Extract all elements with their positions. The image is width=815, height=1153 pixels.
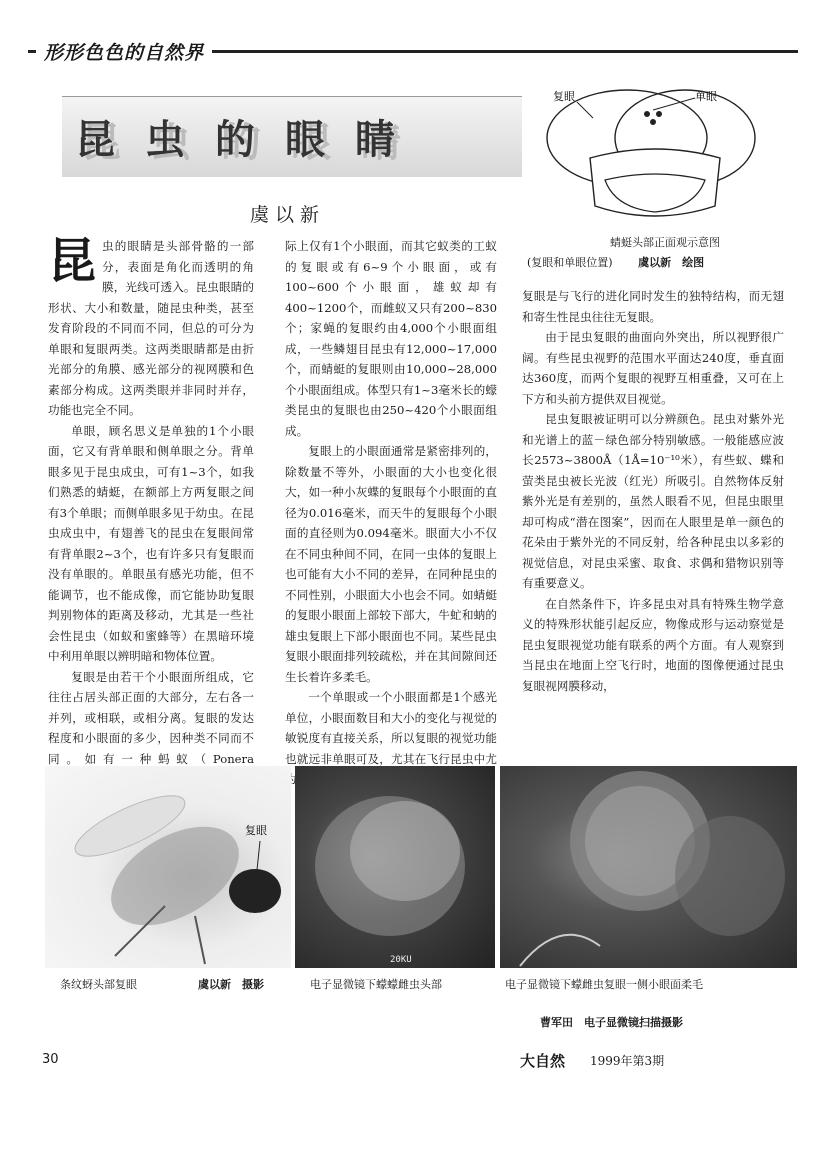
photo-caption-3: 电子显微镜下蠓雌虫复眼一侧小眼面柔毛 [505,978,703,991]
paragraph: 在自然条件下，许多昆虫对具有特殊生物学意义的特殊形状能引起反应，物像成形与运动察觉是昆虫复眼视觉功能有联系的两个方面。有人观察到当昆虫在地面上空飞行时，地面的图像便通过昆虫复眼视网膜移动， [522,596,784,693]
section-label: 形形色色的自然界 [36,38,212,65]
paragraph: 一个单眼或一个小眼面都是1个感光单位，小眼面数目和大小的变化与视觉的敏锐度有直接关系，所以复眼的视觉功能也就远非单眼可及，尤其在飞行昆虫中尤 [285,690,497,766]
drop-cap: 昆 [48,233,97,289]
sem-head-illustration [295,766,495,968]
photo-caption-1: 条纹蚜头部复眼 [60,978,137,991]
author: 虞以新 [250,204,326,226]
sem-eye-illustration [500,766,797,968]
aphid-illustration [45,766,291,968]
dragonfly-head-diagram [535,88,775,228]
magazine-name: 大自然 [520,1052,566,1070]
photo-sem-head [295,766,495,968]
paragraph: 复眼上的小眼面通常是紧密排列的，除数量不等外，小眼面的大小也变化很大，如一种小灰蝶的复眼每个小眼面的直径为0.016毫米，而天牛的复眼每个小眼面的直径则为0.094毫米。眼面大小不仅在不同虫种间不同，在同一虫体的复眼上也可能有大小不同的差异，在同种昆虫的不同性别，小眼面大小也会不同。如蜻蜓的复眼小眼面上部较下部大，牛虻和蚋的雄虫复眼上下部小眼面也不同。某些昆虫复眼小眼面排列较疏松，并在其间隙间还生长着许多柔毛。 [285,444,497,684]
photo-sem-compound-eye [500,766,797,968]
diagram-ocellus [656,111,662,117]
diagram-caption: 蜻蜓头部正面观示意图 [610,236,720,249]
diagram-credit: 虞以新 绘图 [638,256,705,269]
photo-credit-1: 虞以新 摄影 [198,978,264,991]
paragraph-text: 虫的眼睛是头部骨骼的一部分，表面是角化而透明的角膜，光线可透入。昆虫眼睛的形状、大小和数量，随昆虫种类，甚至发育阶段的不同而不同，但总的可分为单眼和复眼两类。这两类眼睛都是由折光部分的角膜、感光部分的视网膜和色素部分构成。这两类眼并非同时并存，功能也完全不同。 [48,239,254,417]
paragraph: 复眼是由若干个小眼面所组成，它往往占居头部正面的大部分，左右各一并列，或相联，或相分离。复眼的发达程度和小眼面的多少，因种类不同而不同。如有一种蚂蚁（Ponera [48,669,254,766]
photo-label-compound-eye: 复眼 [245,824,267,837]
paragraph: 昆虫复眼被证明可以分辨颜色。昆虫对紫外光和光谱上的蓝－绿色部分特别敏感。一般能感应波长2573~3800Å（1Å=10⁻¹⁰米），有些蚁、蝶和萤类昆虫被长光波（红光）所吸引。自然物体反射紫外光是有差别的，虽然人眼看不见，但昆虫眼里却可构成“潜在图案”，因而在人眼里是单一颜色的花朵由于紫外光的不同反射，给各种昆虫以多彩的视觉信息，对昆虫采蜜、取食、求偶和猎物识别等有重要意义。 [522,412,784,590]
paragraph: 由于昆虫复眼的曲面向外突出，所以视野很广阔。有些昆虫视野的范围水平面达240度，垂直面达360度，而两个复眼的视野互相重叠，又可在上下方和头前方提供双目视觉。 [522,330,784,406]
photo-aphid-eye [45,766,291,968]
diagram-leader-compound [577,102,593,118]
diagram-caption-sub: (复眼和单眼位置) [527,256,613,269]
article-title: 昆虫的眼睛 [75,116,425,163]
text-column-1 [48,233,254,810]
diagram-label-compound: 复眼 [553,90,575,103]
photo-caption-2: 电子显微镜下蠓蠓雌虫头部 [310,978,442,991]
page-number: 30 [42,1052,59,1067]
paragraph: 单眼，顾名思义是单独的1个小眼面，它又有背单眼和侧单眼之分。背单眼多见于昆虫成虫，可有1~3个，如我们熟悉的蜻蜓，在额部上方两复眼之间有3个单眼；而侧单眼多见于幼虫。在昆虫成虫中，有翅善飞的昆虫在复眼间常有背单眼2~3个，也有许多只有复眼而没有单眼的。单眼虽有感光功能，但不能调节，也不能成像，而它能协助复眼判别物体的距离及移动，尤其是一些社会性昆虫（如蚁和蜜蜂等）在黑暗环境中利用单眼以辨明暗和物体位置。 [48,423,254,663]
paragraph: 复眼是与飞行的进化同时发生的独特结构，而无翅和寄生性昆虫往往无复眼。 [522,289,784,324]
sem-scale-mark: 20KU [390,955,412,965]
diagram-ocellus [650,119,656,125]
diagram-face [590,149,720,216]
text-column-3 [522,286,784,696]
paragraph: 际上仅有1个小眼面，而其它蚁类的工蚁的复眼或有6~9个小眼面，或有100~600个小眼面，雄蚁却有400~1200个，而雌蚁又只有200~830个；家蝇的复眼约由4,000个小眼面组成，一些鳞翅目昆虫有12,000~17,000个，而蜻蜓的复眼则由10,000~28,000个小眼面组成。体型只有1~3毫米长的蠓类昆虫的复眼也由250~420个小眼面组成。 [285,239,497,438]
issue-label: 1999年第3期 [590,1054,665,1068]
diagram-ocellus [644,111,650,117]
photo-credit-3: 曹军田 电子显微镜扫描摄影 [540,1016,683,1029]
diagram-caption-2 [527,254,797,270]
section-header [28,38,798,62]
photo-strip [45,766,797,968]
paragraph [48,233,254,421]
text-column-2 [285,236,497,790]
diagram-label-simple: 单眼 [695,90,717,103]
